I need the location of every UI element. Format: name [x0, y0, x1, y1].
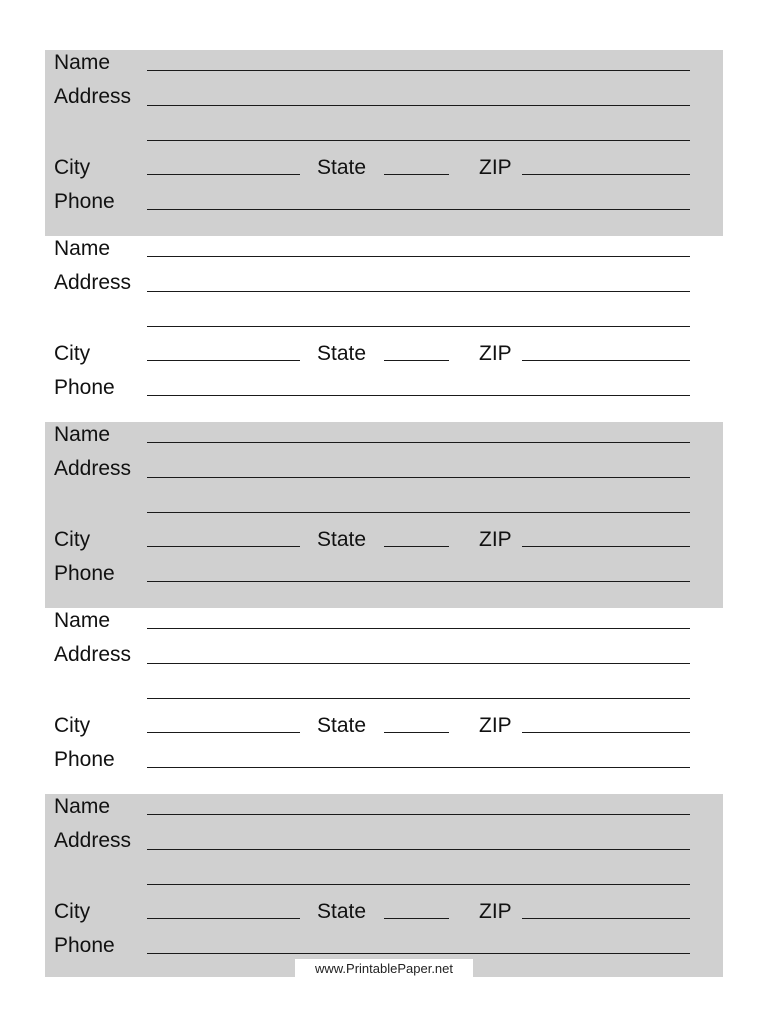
zip-line[interactable]: [522, 732, 690, 733]
address-line-2[interactable]: [147, 884, 690, 885]
city-line[interactable]: [147, 732, 300, 733]
name-line[interactable]: [147, 814, 690, 815]
address-entry-block: [45, 608, 723, 794]
name-line[interactable]: [147, 628, 690, 629]
phone-line[interactable]: [147, 953, 690, 954]
address-label: Address: [54, 85, 132, 108]
name-line[interactable]: [147, 70, 690, 71]
phone-line[interactable]: [147, 767, 690, 768]
zip-label: ZIP: [479, 528, 512, 551]
city-line[interactable]: [147, 360, 300, 361]
zip-label: ZIP: [479, 900, 512, 923]
state-label: State: [317, 900, 367, 923]
zip-line[interactable]: [522, 546, 690, 547]
phone-line[interactable]: [147, 395, 690, 396]
address-line-2[interactable]: [147, 140, 690, 141]
phone-label: Phone: [54, 562, 115, 585]
zip-label: ZIP: [479, 156, 512, 179]
address-line-2[interactable]: [147, 326, 690, 327]
state-label: State: [317, 342, 367, 365]
state-line[interactable]: [384, 546, 449, 547]
phone-label: Phone: [54, 376, 115, 399]
state-label: State: [317, 714, 367, 737]
name-label: Name: [54, 609, 111, 632]
address-line-1[interactable]: [147, 849, 690, 850]
address-label: Address: [54, 457, 132, 480]
zip-line[interactable]: [522, 918, 690, 919]
phone-line[interactable]: [147, 209, 690, 210]
state-label: State: [317, 528, 367, 551]
address-label: Address: [54, 271, 132, 294]
city-line[interactable]: [147, 918, 300, 919]
zip-label: ZIP: [479, 342, 512, 365]
address-line-1[interactable]: [147, 477, 690, 478]
city-label: City: [54, 714, 91, 737]
state-line[interactable]: [384, 918, 449, 919]
state-line[interactable]: [384, 174, 449, 175]
address-label: Address: [54, 643, 132, 666]
city-label: City: [54, 528, 91, 551]
address-entry-block: [45, 236, 723, 422]
address-entry-block: [45, 422, 723, 608]
name-label: Name: [54, 795, 111, 818]
city-line[interactable]: [147, 546, 300, 547]
zip-line[interactable]: [522, 174, 690, 175]
city-line[interactable]: [147, 174, 300, 175]
address-entry-block: [45, 50, 723, 236]
address-book-sheet: [45, 50, 723, 977]
name-label: Name: [54, 237, 111, 260]
name-line[interactable]: [147, 442, 690, 443]
city-label: City: [54, 156, 91, 179]
name-line[interactable]: [147, 256, 690, 257]
phone-label: Phone: [54, 934, 115, 957]
city-label: City: [54, 900, 91, 923]
city-label: City: [54, 342, 91, 365]
phone-label: Phone: [54, 190, 115, 213]
footer-watermark: www.PrintablePaper.net: [295, 959, 473, 979]
zip-label: ZIP: [479, 714, 512, 737]
address-line-1[interactable]: [147, 663, 690, 664]
state-line[interactable]: [384, 732, 449, 733]
state-label: State: [317, 156, 367, 179]
address-entry-block: [45, 794, 723, 977]
phone-label: Phone: [54, 748, 115, 771]
address-line-2[interactable]: [147, 512, 690, 513]
address-line-1[interactable]: [147, 291, 690, 292]
phone-line[interactable]: [147, 581, 690, 582]
name-label: Name: [54, 423, 111, 446]
name-label: Name: [54, 51, 111, 74]
address-line-2[interactable]: [147, 698, 690, 699]
state-line[interactable]: [384, 360, 449, 361]
zip-line[interactable]: [522, 360, 690, 361]
address-line-1[interactable]: [147, 105, 690, 106]
address-label: Address: [54, 829, 132, 852]
